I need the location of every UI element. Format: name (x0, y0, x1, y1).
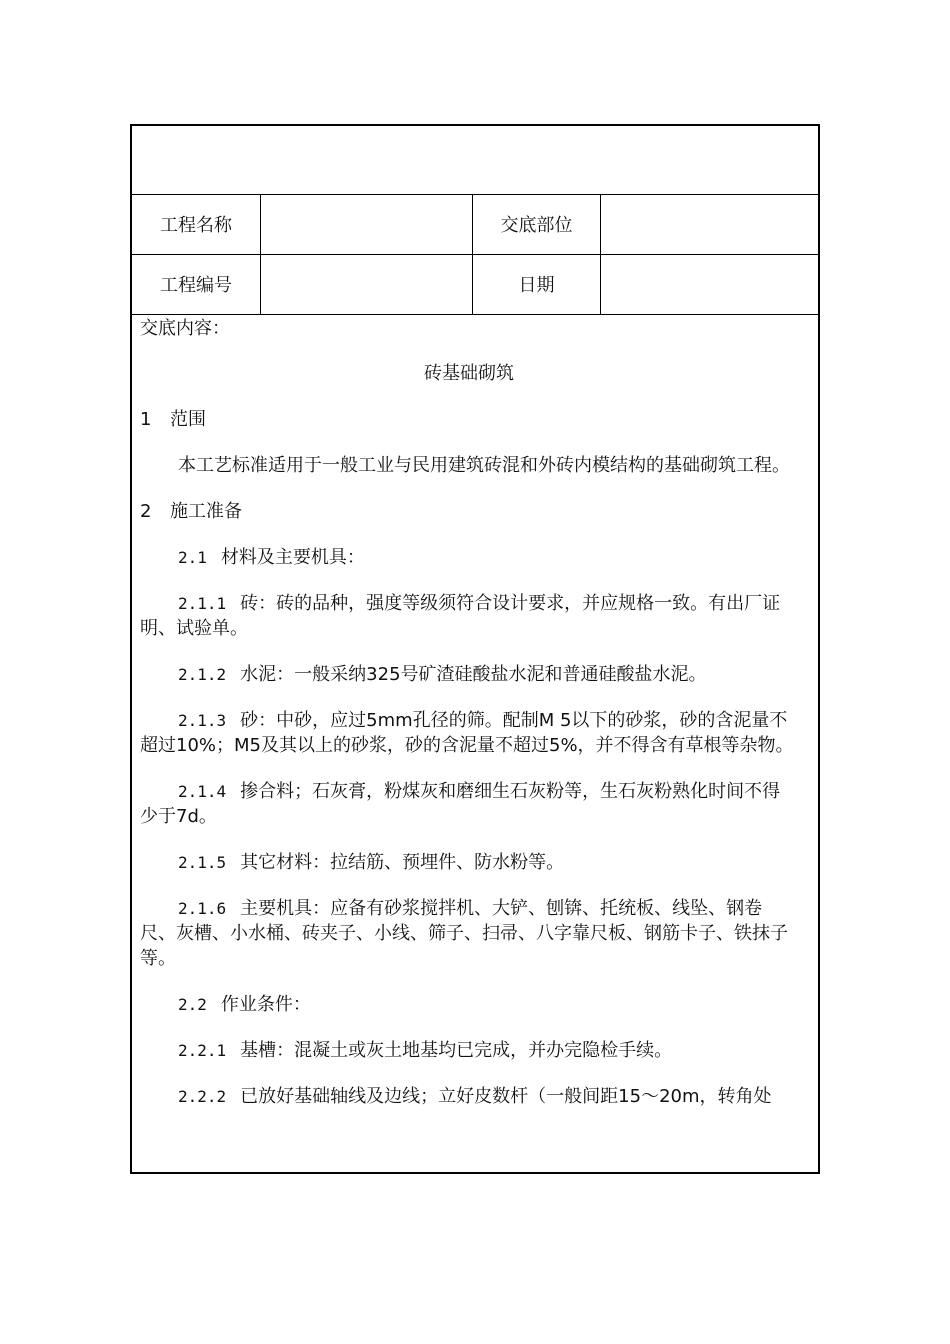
clause-2-1-5 (140, 850, 798, 875)
date-label: 日期 (473, 254, 601, 314)
handover-part-label: 交底部位 (473, 194, 601, 254)
clause-2-1-6 (140, 896, 798, 971)
clause-number: 2.1.5 (178, 853, 227, 872)
section-number: 2 (140, 501, 152, 522)
section-title: 范围 (170, 409, 206, 430)
clause-number: 2.1 (178, 548, 207, 567)
project-no-field[interactable] (261, 254, 473, 314)
clause-number: 2.1.3 (178, 711, 227, 730)
clause-text: 掺合料；石灰膏，粉煤灰和磨细生石灰粉等，生石灰粉熟化时间不得少于7d。 (140, 781, 781, 827)
document-title: 砖基础砌筑 (424, 363, 514, 384)
form-row-1 (132, 194, 818, 255)
project-name-field[interactable] (261, 194, 473, 254)
form-header-blank (132, 126, 818, 195)
section-1-text: 本工艺标准适用于一般工业与民用建筑砖混和外砖内模结构的基础砌筑工程。 (178, 455, 790, 476)
clause-2-2 (140, 992, 798, 1017)
clause-2-1-3 (140, 708, 798, 758)
clause-2-1-4 (140, 779, 798, 829)
section-number: 1 (140, 409, 152, 430)
clause-number: 2.2 (178, 995, 207, 1014)
clause-2-1 (140, 545, 798, 570)
form-row-2 (132, 254, 818, 315)
clause-text: 基槽：混凝土或灰土地基均已完成，并办完隐检手续。 (240, 1040, 673, 1061)
clause-number: 2.1.4 (178, 782, 227, 801)
section-2-heading (140, 499, 798, 524)
clause-text: 主要机具：应备有砂浆搅拌机、大铲、刨锛、托统板、线坠、钢卷尺、灰槽、小水桶、砖夹子、小线、筛子、扫帚、八字靠尺板、钢筋卡子、铁抹子等。 (140, 898, 788, 969)
section-title: 施工准备 (170, 501, 242, 522)
clause-text: 其它材料：拉结筋、预埋件、防水粉等。 (240, 852, 565, 873)
section-1-heading (140, 407, 798, 432)
clause-number: 2.1.2 (178, 665, 227, 684)
clause-text: 作业条件： (220, 994, 311, 1015)
clause-2-2-2 (140, 1084, 798, 1109)
clause-2-2-1 (140, 1038, 798, 1063)
clause-text: 砖：砖的品种，强度等级须符合设计要求，并应规格一致。有出厂证明、试验单。 (140, 593, 781, 639)
handover-form (130, 124, 820, 1174)
date-field[interactable] (601, 254, 818, 314)
clause-text: 水泥：一般采纳325号矿渣硅酸盐水泥和普通硅酸盐水泥。 (240, 664, 707, 685)
handover-content (140, 316, 798, 1109)
clause-text: 材料及主要机具： (220, 547, 365, 568)
project-no-label: 工程编号 (132, 254, 261, 314)
clause-number: 2.1.1 (178, 594, 227, 613)
clause-2-1-1 (140, 591, 798, 641)
clause-2-1-2 (140, 662, 798, 687)
clause-number: 2.2.2 (178, 1087, 227, 1106)
project-name-label: 工程名称 (132, 194, 261, 254)
clause-text: 砂：中砂，应过5mm孔径的筛。配制M 5以下的砂浆，砂的含泥量不超过10%；M5及其以上的砂浆，砂的含泥量不超过5%，并不得含有草根等杂物。 (140, 710, 794, 756)
clause-number: 2.2.1 (178, 1041, 227, 1060)
content-label: 交底内容： (140, 318, 230, 339)
clause-number: 2.1.6 (178, 899, 227, 918)
handover-part-field[interactable] (601, 194, 818, 254)
clause-text: 已放好基础轴线及边线；立好皮数杆（一般间距15～20m，转角处 (240, 1086, 772, 1107)
